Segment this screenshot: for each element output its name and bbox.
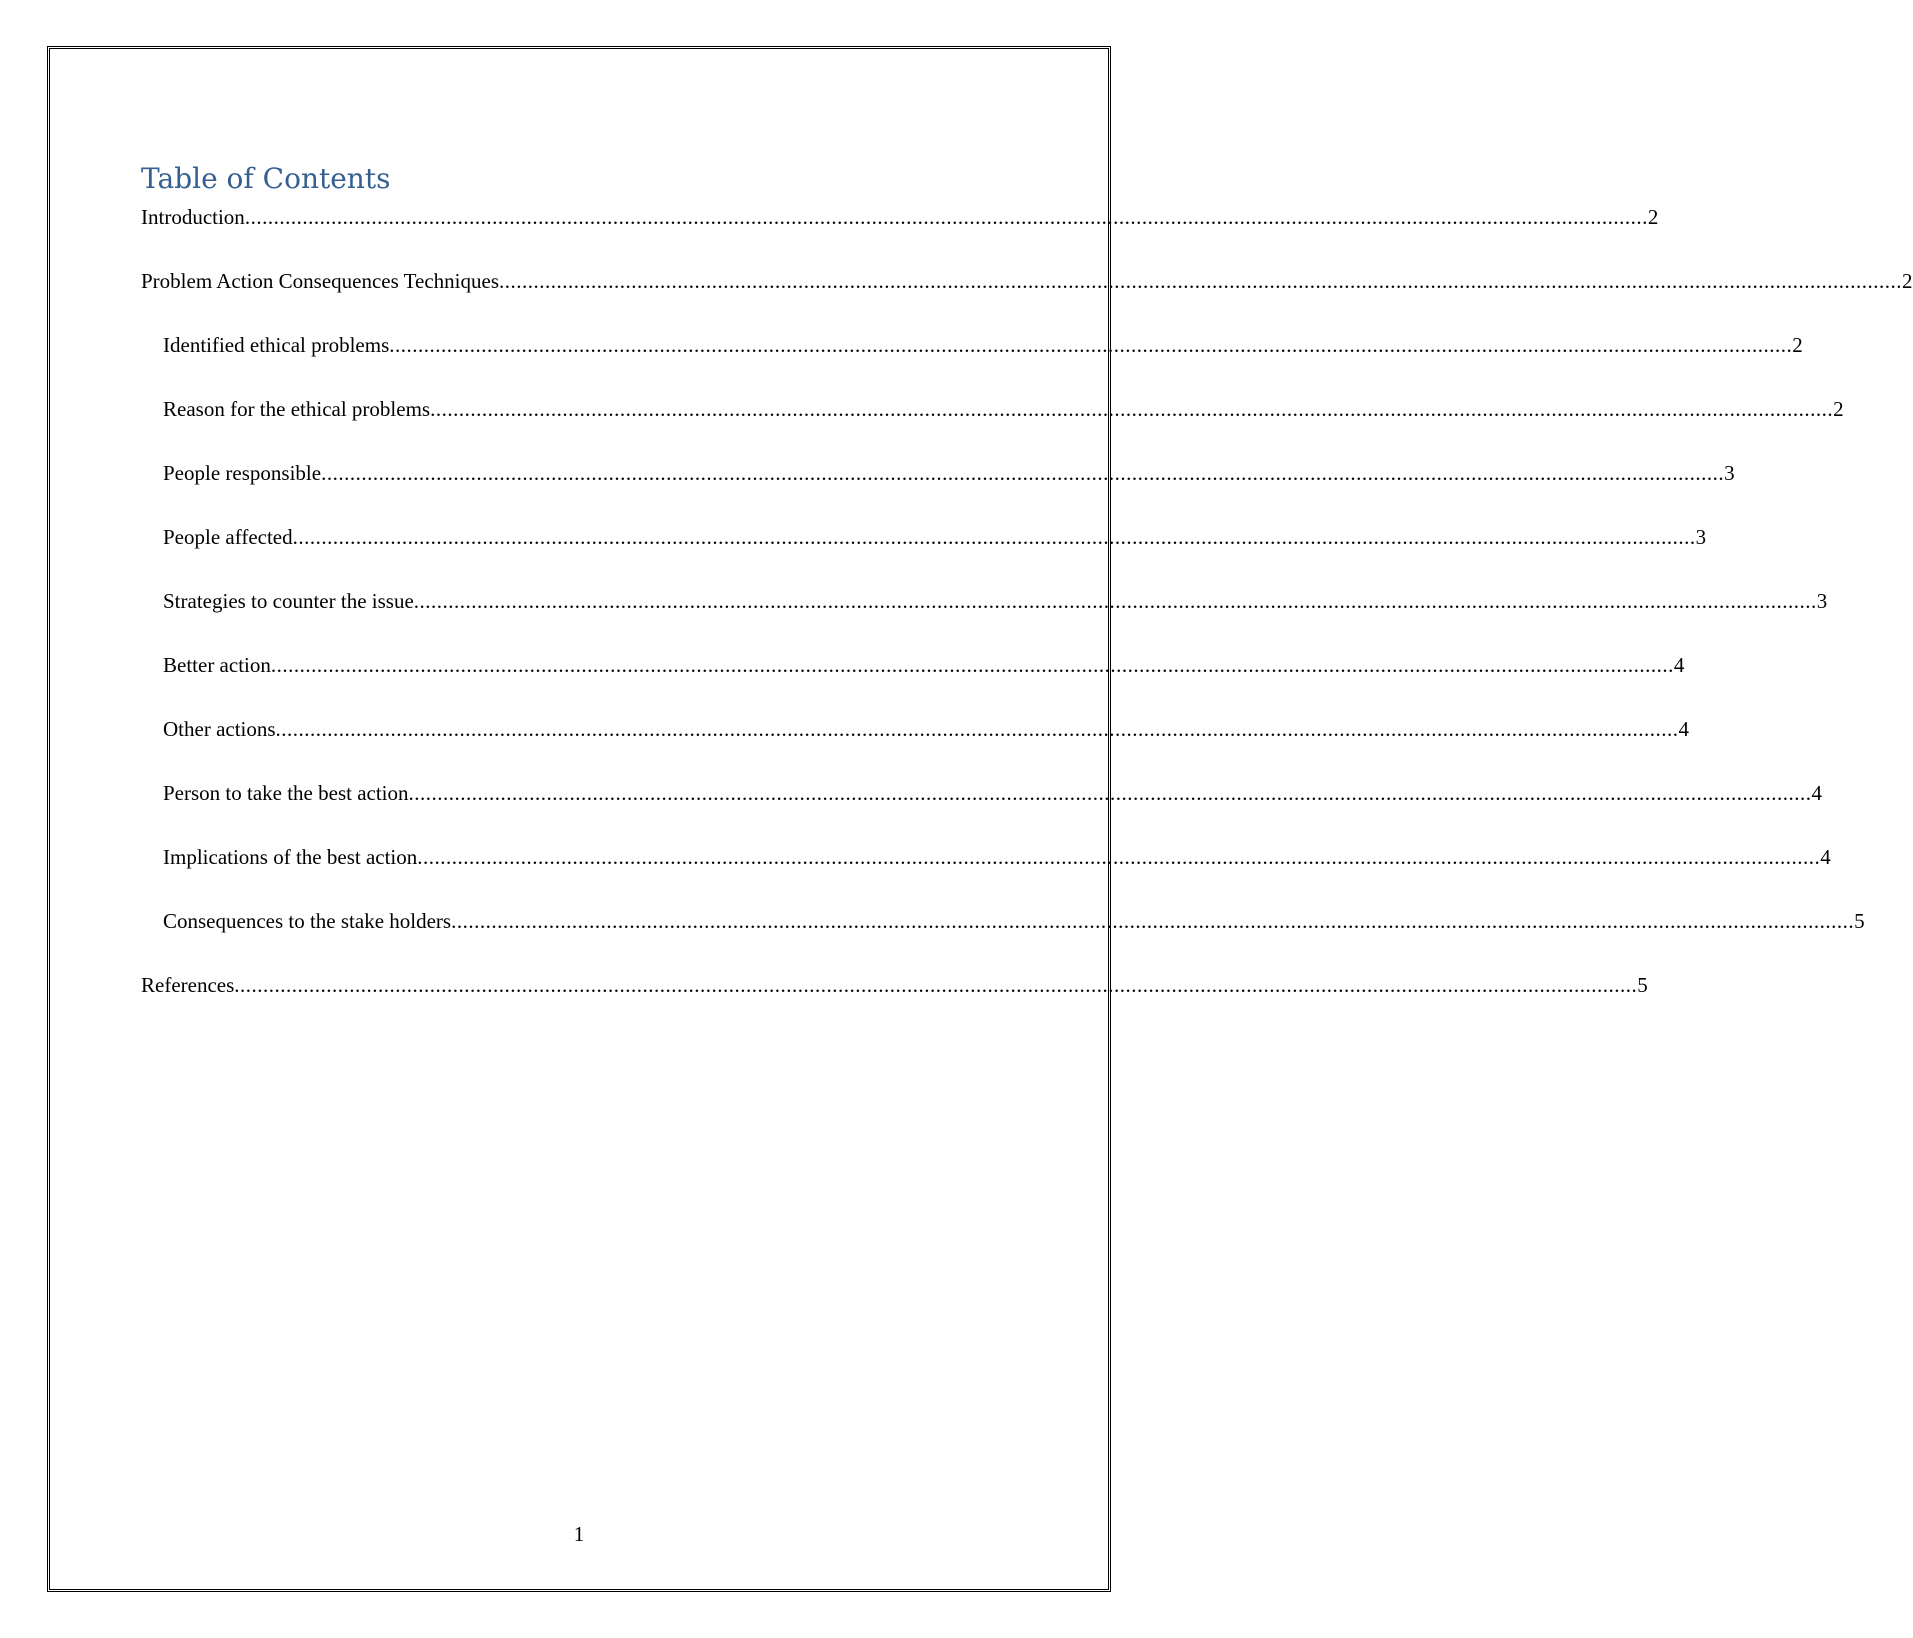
toc-entry-label: People responsible	[163, 461, 322, 485]
toc-entry-label: Introduction	[141, 205, 245, 229]
page-number: 1	[573, 1522, 585, 1546]
toc-entry-page: 4	[1811, 781, 1823, 805]
table-of-contents	[141, 203, 1913, 1035]
toc-leader-dots: ....................................................................................................................................................................................................................................................	[451, 909, 1855, 933]
toc-entry-other-actions[interactable]	[141, 715, 1690, 743]
toc-leader-dots: ....................................................................................................................................................................................................................................................	[389, 333, 1793, 357]
toc-entry-problem-action-consequences[interactable]	[141, 267, 1913, 295]
toc-entry-better-action[interactable]	[141, 651, 1685, 679]
toc-leader-dots: ....................................................................................................................................................................................................................................................	[430, 397, 1834, 421]
toc-entry-page: 3	[1695, 525, 1707, 549]
toc-entry-introduction[interactable]	[141, 203, 1659, 231]
toc-leader-dots: ....................................................................................................................................................................................................................................................	[321, 461, 1725, 485]
toc-entry-label: Identified ethical problems	[163, 333, 390, 357]
toc-entry-page: 4	[1673, 653, 1685, 677]
toc-leader-dots: ....................................................................................................................................................................................................................................................	[499, 269, 1902, 293]
toc-entry-page: 4	[1678, 717, 1690, 741]
toc-entry-label: Problem Action Consequences Techniques	[141, 269, 499, 293]
toc-entry-label: Reason for the ethical problems	[163, 397, 431, 421]
toc-leader-dots: ....................................................................................................................................................................................................................................................	[408, 781, 1812, 805]
toc-entry-page: 3	[1816, 589, 1828, 613]
toc-entry-label: Person to take the best action	[163, 781, 409, 805]
toc-entry-people-responsible[interactable]	[141, 459, 1735, 487]
toc-entry-page: 4	[1820, 845, 1831, 869]
toc-entry-page: 2	[1792, 333, 1803, 357]
toc-title: Table of Contents	[141, 162, 391, 195]
toc-entry-strategies[interactable]	[141, 587, 1828, 615]
toc-leader-dots: ....................................................................................................................................................................................................................................................	[244, 205, 1648, 229]
toc-leader-dots: ....................................................................................................................................................................................................................................................	[292, 525, 1696, 549]
toc-entry-identified-ethical-problems[interactable]	[141, 331, 1803, 359]
toc-entry-label: Consequences to the stake holders	[163, 909, 452, 933]
toc-leader-dots: ....................................................................................................................................................................................................................................................	[234, 973, 1638, 997]
toc-leader-dots: ....................................................................................................................................................................................................................................................	[275, 717, 1679, 741]
toc-entry-label: People affected	[163, 525, 293, 549]
toc-entry-page: 5	[1637, 973, 1648, 997]
toc-entry-label: Strategies to counter the issue	[163, 589, 414, 613]
toc-entry-page: 2	[1902, 269, 1913, 293]
toc-entry-reason-ethical-problems[interactable]	[141, 395, 1844, 423]
toc-leader-dots: ....................................................................................................................................................................................................................................................	[270, 653, 1674, 677]
toc-entry-label: Better action	[163, 653, 271, 677]
toc-entry-page: 3	[1724, 461, 1735, 485]
toc-entry-label: References	[141, 973, 235, 997]
toc-entry-label: Other actions	[163, 717, 276, 741]
toc-entry-people-affected[interactable]	[141, 523, 1707, 551]
toc-leader-dots: ....................................................................................................................................................................................................................................................	[413, 589, 1817, 613]
toc-entry-references[interactable]	[141, 971, 1648, 999]
toc-entry-page: 5	[1854, 909, 1865, 933]
toc-leader-dots: ....................................................................................................................................................................................................................................................	[417, 845, 1821, 869]
toc-entry-implications[interactable]	[141, 843, 1831, 871]
toc-entry-consequences[interactable]	[141, 907, 1865, 935]
toc-entry-page: 2	[1833, 397, 1844, 421]
toc-entry-label: Implications of the best action	[163, 845, 418, 869]
toc-entry-person-best-action[interactable]	[141, 779, 1823, 807]
toc-entry-page: 2	[1647, 205, 1659, 229]
